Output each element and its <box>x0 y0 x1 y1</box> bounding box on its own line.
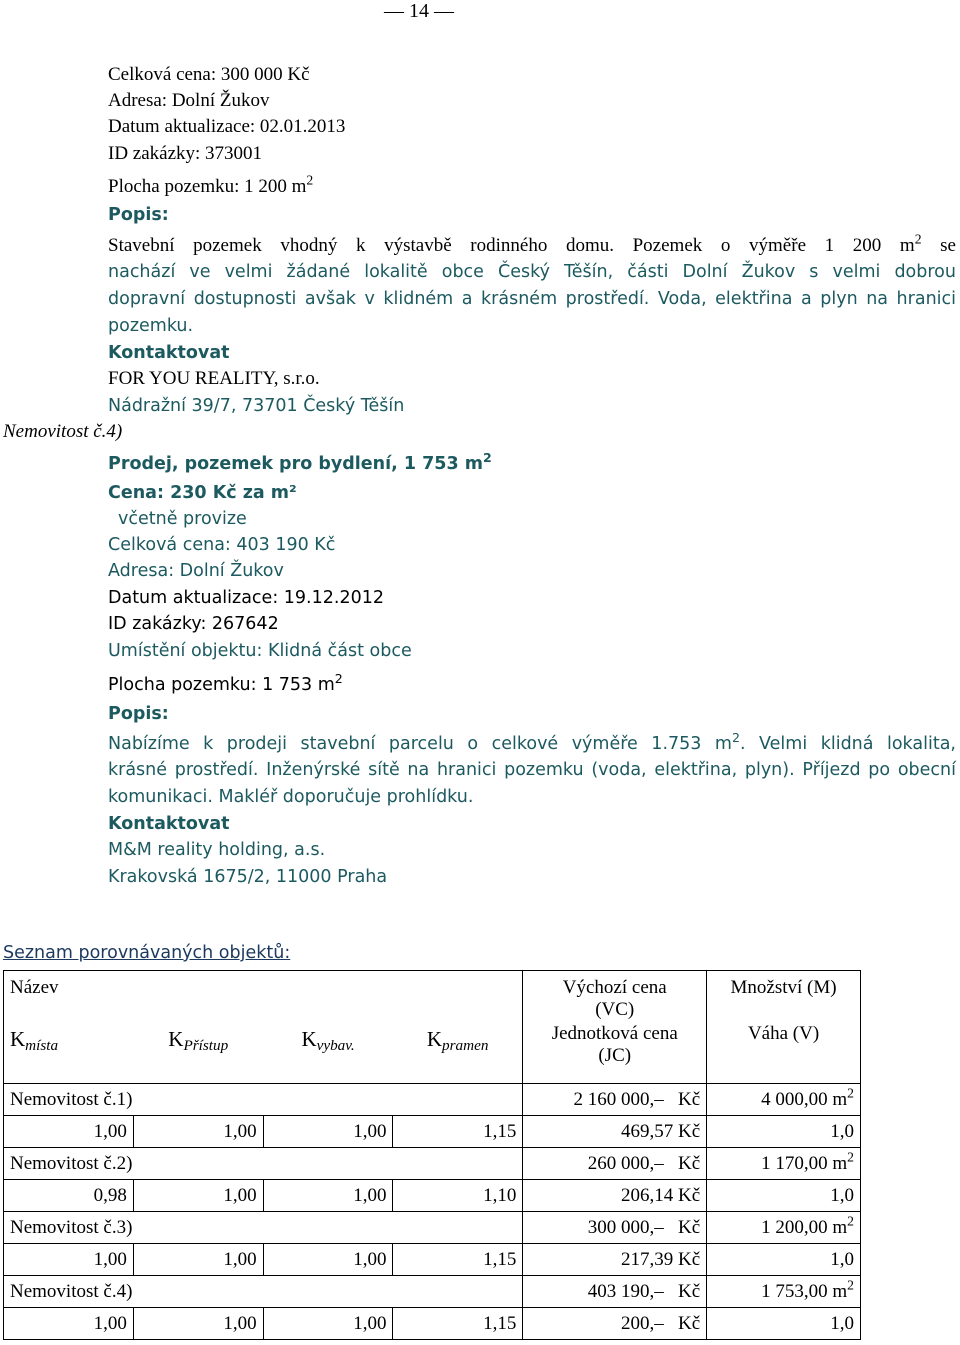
unit-price: Cena: 230 Kč za m² <box>108 483 297 503</box>
header-k-pramen: $K_{pramen}$ <box>393 1023 523 1084</box>
table-row-name <box>4 1148 861 1180</box>
property-name: Nemovitost č.4) <box>4 1276 523 1308</box>
page-number-value: 14 <box>409 0 429 22</box>
plot-area: Plocha pozemku: 1 200 $m^2$ <box>108 172 314 197</box>
header-base-price: Výchozí cena (VC) <box>523 971 707 1024</box>
update-date: Datum aktualizace: 19.12.2012 <box>108 588 384 608</box>
k-vybav-value: 1,00 <box>263 1116 393 1148</box>
total-price: Celková cena: 403 190 Kč <box>108 535 336 555</box>
table-row-name <box>4 1212 861 1244</box>
listing-title: Prodej, pozemek pro bydlení, 1 753 $m^2$ <box>108 450 492 474</box>
description-line-4: pozemku. <box>108 316 194 336</box>
page-number: — 14 — <box>384 0 454 22</box>
table-row-name <box>4 1084 861 1116</box>
company-name: FOR YOU REALITY, s.r.o. <box>108 368 320 389</box>
k-mista-value: 1,00 <box>4 1244 134 1276</box>
description-line-3: komunikaci. Makléř doporučuje prohlídku. <box>108 787 474 807</box>
property-name: Nemovitost č.3) <box>4 1212 523 1244</box>
unit-price: 217,39 Kč <box>523 1244 707 1276</box>
plot-area: Plocha pozemku: 1 753 $m^2$ <box>108 671 343 695</box>
k-pramen-value: 1,15 <box>393 1244 523 1276</box>
description-label: Popis: <box>108 205 169 225</box>
description-text: Stavební pozemek vhodný k výstavbě rodinného domu. Pozemek o výměře 1 200 $m^2$ se <box>108 231 956 256</box>
address: Adresa: Dolní Žukov <box>108 561 284 581</box>
k-pristup-value: 1,00 <box>133 1180 263 1212</box>
header-name: Název <box>4 971 523 1024</box>
base-price: 260 000,– Kč <box>523 1148 707 1180</box>
weight: 1,0 <box>707 1244 861 1276</box>
header-weight: Váha (V) <box>707 1023 861 1084</box>
k-pristup-value: 1,00 <box>133 1308 263 1340</box>
order-id: ID zakázky: 373001 <box>108 143 263 164</box>
order-id: ID zakázky: 267642 <box>108 614 279 634</box>
k-vybav-value: 1,00 <box>263 1244 393 1276</box>
k-mista-value: 1,00 <box>4 1116 134 1148</box>
k-pramen-value: 1,15 <box>393 1308 523 1340</box>
k-vybav-value: 1,00 <box>263 1180 393 1212</box>
company-address: Nádražní 39/7, 73701 Český Těšín <box>108 396 405 416</box>
address: Adresa: Dolní Žukov <box>108 90 270 111</box>
unit-price: 200,– Kč <box>523 1308 707 1340</box>
header-k-pristup: $K_{Přístup}$ <box>133 1023 263 1084</box>
k-pramen-value: 1,10 <box>393 1180 523 1212</box>
table-row-values <box>4 1116 861 1148</box>
contact-link[interactable]: Kontaktovat <box>108 814 230 834</box>
description-line-3: dopravní dostupnosti avšak v klidném a krásném prostředí. Voda, elektřina a plyn na hranici <box>108 289 956 309</box>
table-row-values <box>4 1180 861 1212</box>
unit-price: 206,14 Kč <box>523 1180 707 1212</box>
weight: 1,0 <box>707 1116 861 1148</box>
quantity: 4 000,00 $m^2$ <box>707 1084 861 1116</box>
table-header-row-2 <box>4 1023 861 1084</box>
k-pramen-value: 1,15 <box>393 1116 523 1148</box>
contact-link[interactable]: Kontaktovat <box>108 343 230 363</box>
k-pristup-value: 1,00 <box>133 1244 263 1276</box>
update-date: Datum aktualizace: 02.01.2013 <box>108 116 346 137</box>
header-unit-price: Jednotková cena (JC) <box>523 1023 707 1084</box>
header-k-mista: $K_{místa}$ <box>4 1023 134 1084</box>
unit-price: 469,57 Kč <box>523 1116 707 1148</box>
weight: 1,0 <box>707 1308 861 1340</box>
description-line-2: krásné prostředí. Inženýrské sítě na hranici pozemku (voda, elektřina, plyn). Příjezd po obecní <box>108 760 956 780</box>
quantity: 1 753,00 $m^2$ <box>707 1276 861 1308</box>
comparison-table <box>3 970 861 1340</box>
description-label: Popis: <box>108 704 169 724</box>
quantity: 1 200,00 $m^2$ <box>707 1212 861 1244</box>
table-row-values <box>4 1244 861 1276</box>
description-line-1: Nabízíme k prodeji stavební parcelu o celkové výměře 1.753 $m^2$. Velmi klidná lokalita, <box>108 730 956 754</box>
k-pristup-value: 1,00 <box>133 1116 263 1148</box>
price-note: včetně provize <box>118 509 247 529</box>
k-mista-value: 1,00 <box>4 1308 134 1340</box>
header-quantity: Množství (M) <box>707 971 861 1024</box>
property-name: Nemovitost č.1) <box>4 1084 523 1116</box>
description-line-2: nachází ve velmi žádané lokalitě obce Český Těšín, části Dolní Žukov s velmi dobrou <box>108 262 956 282</box>
table-row-name <box>4 1276 861 1308</box>
k-vybav-value: 1,00 <box>263 1308 393 1340</box>
base-price: 403 190,– Kč <box>523 1276 707 1308</box>
company-address: Krakovská 1675/2, 11000 Praha <box>108 867 388 887</box>
property-heading: Nemovitost č.4) <box>3 421 123 442</box>
location: Umístění objektu: Klidná část obce <box>108 641 412 661</box>
base-price: 300 000,– Kč <box>523 1212 707 1244</box>
company-name: M&M reality holding, a.s. <box>108 840 326 860</box>
table-row-values <box>4 1308 861 1340</box>
k-mista-value: 0,98 <box>4 1180 134 1212</box>
table-title: Seznam porovnávaných objektů: <box>3 943 291 963</box>
property-name: Nemovitost č.2) <box>4 1148 523 1180</box>
header-k-vybav: $K_{vybav.}$ <box>263 1023 393 1084</box>
base-price: 2 160 000,– Kč <box>523 1084 707 1116</box>
quantity: 1 170,00 $m^2$ <box>707 1148 861 1180</box>
total-price: Celková cena: 300 000 Kč <box>108 64 310 85</box>
weight: 1,0 <box>707 1180 861 1212</box>
table-header-row-1 <box>4 971 861 1024</box>
